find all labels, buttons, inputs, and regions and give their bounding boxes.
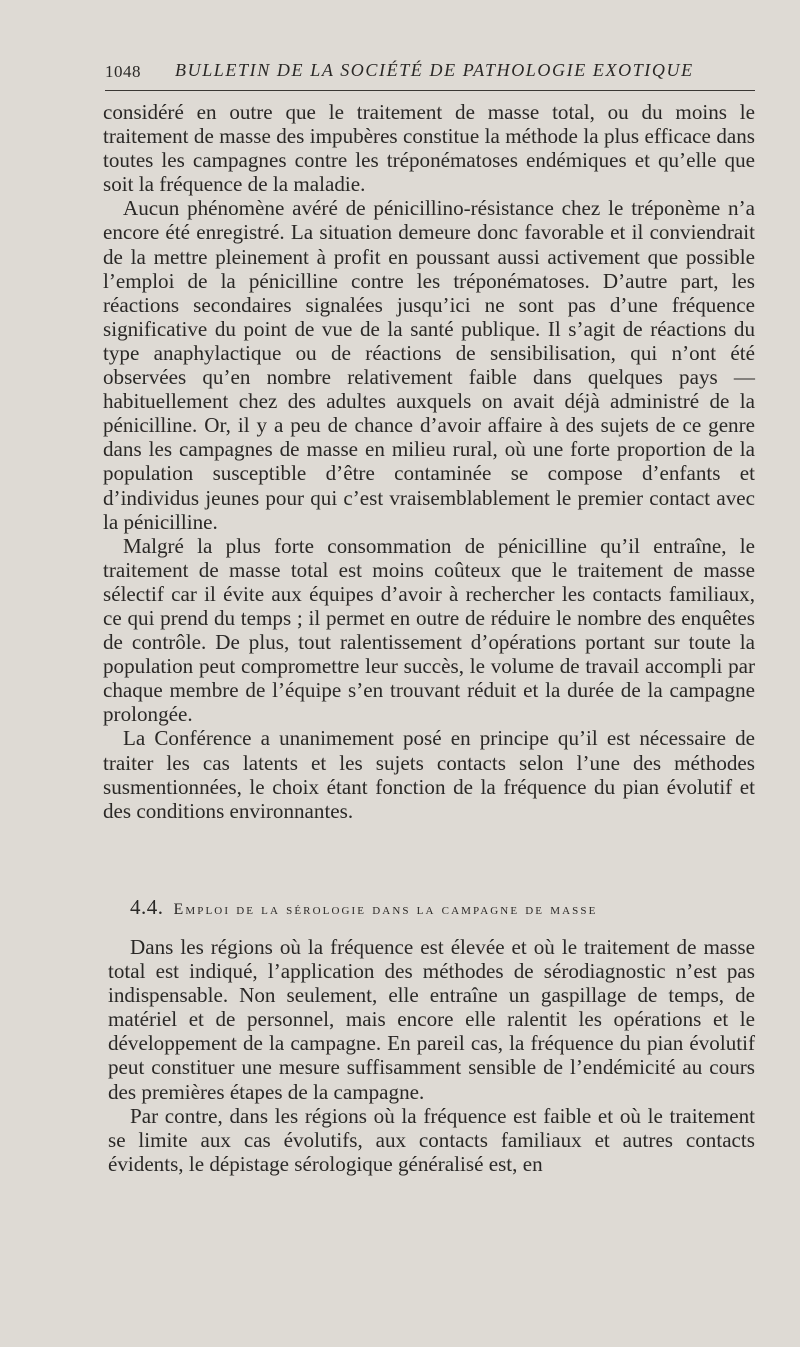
section-heading [130, 895, 755, 920]
paragraph-penicillin-resistance: Aucun phénomène avéré de pénicillino-résistance chez le tréponème n’a encore été enregistré. La situation demeure donc favorable et il conviendrait de la mettre pleinement à profit en poussant aussi activement que possible l’emploi de la pénicilline contre les tréponématoses. D’autre part, les réactions secondaires signalées jusqu’ici ne sont pas d’une fréquence significative du point de vue de la santé publique. Il s’agit de réactions du type anaphylactique ou de réactions de sensibilisation, qui n’ont été observées qu’en nombre relativement faible dans quelques pays — habituellement chez des adultes auxquels on avait déjà administré de la pénicilline. Or, il y a peu de chance d’avoir affaire à des sujets de ce genre dans les campagnes de masse en milieu rural, où une forte proportion de la population susceptible d’être contaminée se compose d’enfants et d’individus jeunes pour qui c’est vraisemblablement le premier contact avec la pénicilline. [103, 196, 755, 534]
running-header [105, 60, 755, 91]
section-body [108, 935, 755, 1176]
paragraph-continuation: considéré en outre que le traitement de masse total, ou du moins le traitement de masse des impubères constitue la méthode la plus efficace dans toutes les campagnes contre les tréponématoses endémiques et qu’elle que soit la fréquence de la maladie. [103, 100, 755, 197]
paragraph-conference: La Conférence a unanimement posé en principe qu’il est nécessaire de traiter les cas latents et les sujets contacts selon l’une des méthodes susmentionnées, le choix étant fonction de la fréquence du pian évolutif et des conditions environnantes. [103, 726, 755, 823]
body-text [103, 100, 755, 823]
section-paragraph-high-frequency: Dans les régions où la fréquence est élevée et où le traitement de masse total est indiqué, l’application des méthodes de sérodiagnostic n’est pas indispensable. Non seulement, elle entraîne un gaspillage de temps, de matériel et de personnel, mais encore elle ralentit les opérations et le développement de la campagne. En pareil cas, la fréquence du pian évolutif peut constituer une mesure suffisamment sensible de l’endémicité au cours des premières étapes de la campagne. [108, 935, 755, 1104]
section-title: Emploi de la sérologie dans la campagne de masse [173, 901, 598, 918]
paragraph-cost: Malgré la plus forte consommation de pénicilline qu’il entraîne, le traitement de masse total est moins coûteux que le traitement de masse sélectif car il évite aux équipes d’avoir à rechercher les contacts familiaux, ce qui prend du temps ; il permet en outre de réduire le nombre des enquêtes de contrôle. De plus, tout ralentissement d’opérations portant sur toute la population peut compromettre leur succès, le volume de travail accompli par chaque membre de l’équipe s’en trouvant réduit et la durée de la campagne prolongée. [103, 533, 755, 727]
page-number: 1048 [105, 62, 141, 81]
journal-title: BULLETIN DE LA SOCIÉTÉ DE PATHOLOGIE EXOTIQUE [175, 60, 694, 80]
section-number: 4.4. [130, 895, 164, 919]
section-paragraph-low-frequency: Par contre, dans les régions où la fréquence est faible et où le traitement se limite aux cas évolutifs, aux contacts familiaux et autres contacts évidents, le dépistage sérologique généralisé est, en [108, 1103, 755, 1176]
